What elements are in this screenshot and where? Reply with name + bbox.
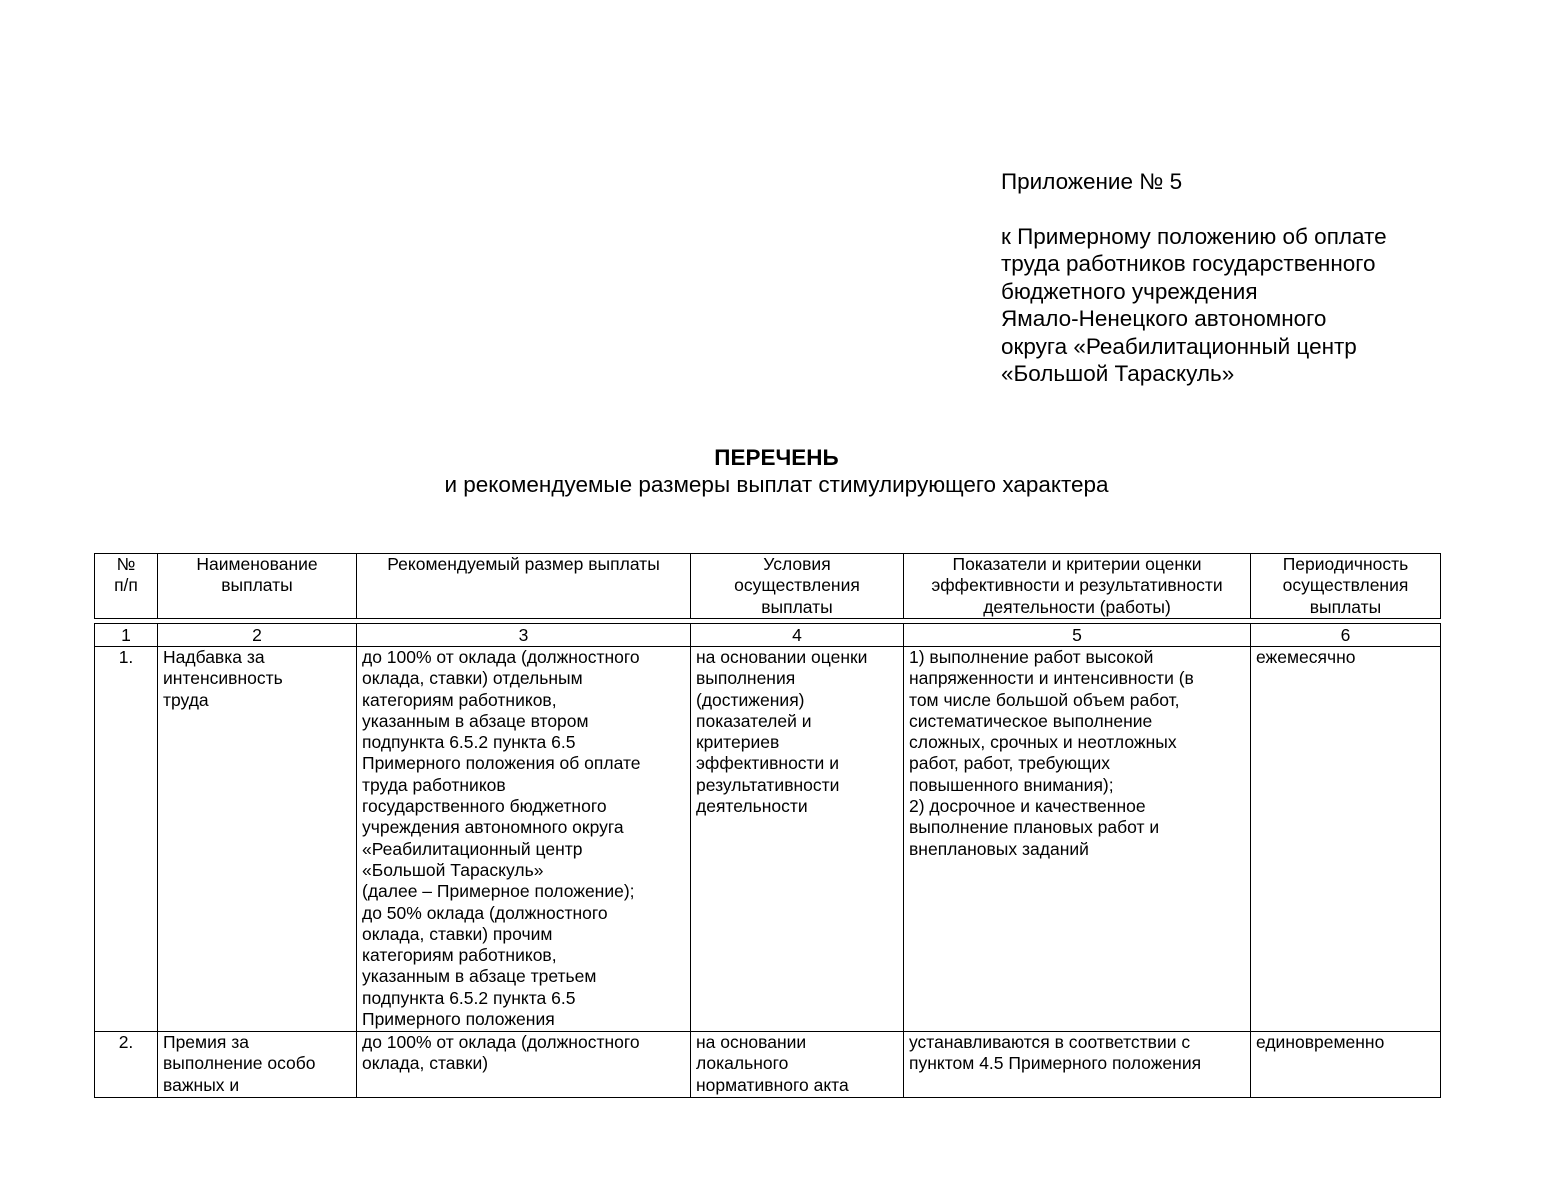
header-text: осуществления [1282,575,1409,596]
cell-line: указанным в абзаце третьем [362,966,597,987]
cell-line: оклада, ставки) прочим [362,923,553,944]
cell-line: выполнение плановых работ и [909,817,1160,838]
cell-line: напряженности и интенсивности (в [909,668,1194,689]
appendix-block [1001,168,1521,388]
header-text: выплаты [1309,596,1382,617]
header-text: Показатели и критерии оценки [952,554,1202,574]
cell-line: оклада, ставки) отдельным [362,668,583,689]
table-row [95,647,1441,1032]
cell-line: подпункта 6.5.2 пункта 6.5 [362,732,576,753]
cell-line: до 100% от оклада (должностного [362,647,640,667]
appendix-line: Ямало-Ненецкого автономного [1001,306,1327,331]
appendix-line: бюджетного учреждения [1001,278,1258,304]
cell-line: внеплановых заданий [909,838,1089,859]
cell-line: «Реабилитационный центр [362,838,583,859]
header-text: Периодичность [1282,554,1409,574]
header-text: осуществления [734,575,860,596]
payment-criteria-cell [904,1032,1251,1098]
header-text: выплаты [221,575,293,596]
cell-line: до 50% оклада (должностного [362,902,608,923]
payment-criteria-cell [904,647,1251,1032]
payment-conditions-cell [691,647,904,1032]
header-cell-periodicity [1251,554,1441,619]
column-number: 3 [357,624,691,647]
cell-line: пунктом 4.5 Примерного положения [909,1053,1202,1074]
header-text: Наименование [196,554,318,574]
cell-line: эффективности и [696,753,839,774]
appendix-line: труда работников государственного [1001,251,1376,276]
cell-line: выполнения [696,668,796,689]
header-text: Рекомендуемый размер выплаты [387,554,660,574]
appendix-line: «Большой Тараскуль» [1001,361,1235,386]
payment-size-cell [357,647,691,1032]
cell-line: категориям работников, [362,689,557,710]
cell-line: Надбавка за [163,647,265,667]
header-cell-number [95,554,158,619]
cell-line: устанавливаются в соответствии с [909,1032,1191,1052]
header-text: эффективности и результативности [931,575,1223,596]
cell-line: работ, работ, требующих [909,753,1110,774]
cell-line: на основании [696,1032,807,1052]
cell-line: Примерного положения об оплате [362,753,641,774]
cell-line: критериев [696,732,780,753]
cell-line: систематическое выполнение [909,710,1153,731]
header-cell-size [357,554,691,619]
table-header-row [95,554,1441,619]
row-number: 2. [95,1032,158,1098]
document-heading [0,444,1553,498]
payment-name-cell [158,1032,357,1098]
cell-line: до 100% от оклада (должностного [362,1032,640,1052]
row-number: 1. [95,647,158,1032]
column-number: 2 [158,624,357,647]
header-text: Условия [763,554,831,574]
cell-line: показателей и [696,710,812,731]
cell-line: интенсивность [163,668,283,689]
cell-line: важных и [163,1074,240,1095]
payment-size-cell [357,1032,691,1098]
column-number: 1 [95,624,158,647]
cell-line: единовременно [1256,1032,1385,1052]
cell-line: «Большой Тараскуль» [362,859,544,880]
appendix-number: Приложение № 5 [1001,169,1183,194]
cell-line: нормативного акта [696,1074,849,1095]
header-cell-name [158,554,357,619]
cell-line: государственного бюджетного [362,796,607,817]
cell-line: Примерного положения [362,1009,555,1030]
cell-line: сложных, срочных и неотложных [909,732,1177,753]
column-number-row [95,624,1441,647]
cell-line: выполнение особо [163,1053,316,1074]
cell-line: подпункта 6.5.2 пункта 6.5 [362,987,576,1008]
cell-line: результативности [696,774,840,795]
cell-line: на основании оценки [696,647,868,667]
payment-conditions-cell [691,1032,904,1098]
cell-line: категориям работников, [362,945,557,966]
cell-line: учреждения автономного округа [362,817,624,838]
header-text: п/п [114,575,138,596]
document-title: ПЕРЕЧЕНЬ [714,445,839,470]
column-number: 4 [691,624,904,647]
cell-line: деятельности [696,796,808,817]
cell-line: 1) выполнение работ высокой [909,647,1154,667]
cell-line: 2) досрочное и качественное [909,796,1146,817]
payment-name-cell [158,647,357,1032]
cell-line: указанным в абзаце втором [362,710,589,731]
cell-line: локального [696,1053,789,1074]
cell-line: том числе большой объем работ, [909,689,1180,710]
appendix-line: к Примерному положению об оплате [1001,223,1387,249]
header-cell-criteria [904,554,1251,619]
appendix-line: округа «Реабилитационный центр [1001,333,1357,359]
document-subtitle: и рекомендуемые размеры выплат стимулирующего характера [444,472,1109,497]
header-text: № [116,554,136,574]
cell-line: труда [163,689,209,710]
cell-line: повышенного внимания); [909,774,1114,795]
table-body [94,623,1441,1098]
column-number: 6 [1251,624,1441,647]
table-header [94,553,1441,619]
payment-periodicity-cell [1251,1032,1441,1098]
header-cell-conditions [691,554,904,619]
payment-periodicity-cell [1251,647,1441,1032]
cell-line: (далее – Примерное положение); [362,881,635,902]
cell-line: оклада, ставки) [362,1053,489,1074]
header-text: деятельности (работы) [983,596,1171,617]
cell-line: (достижения) [696,689,805,710]
table-row [95,1032,1441,1098]
column-number: 5 [904,624,1251,647]
cell-line: Премия за [163,1032,249,1052]
header-text: выплаты [761,596,833,617]
cell-line: труда работников [362,774,506,795]
cell-line: ежемесячно [1256,647,1356,667]
